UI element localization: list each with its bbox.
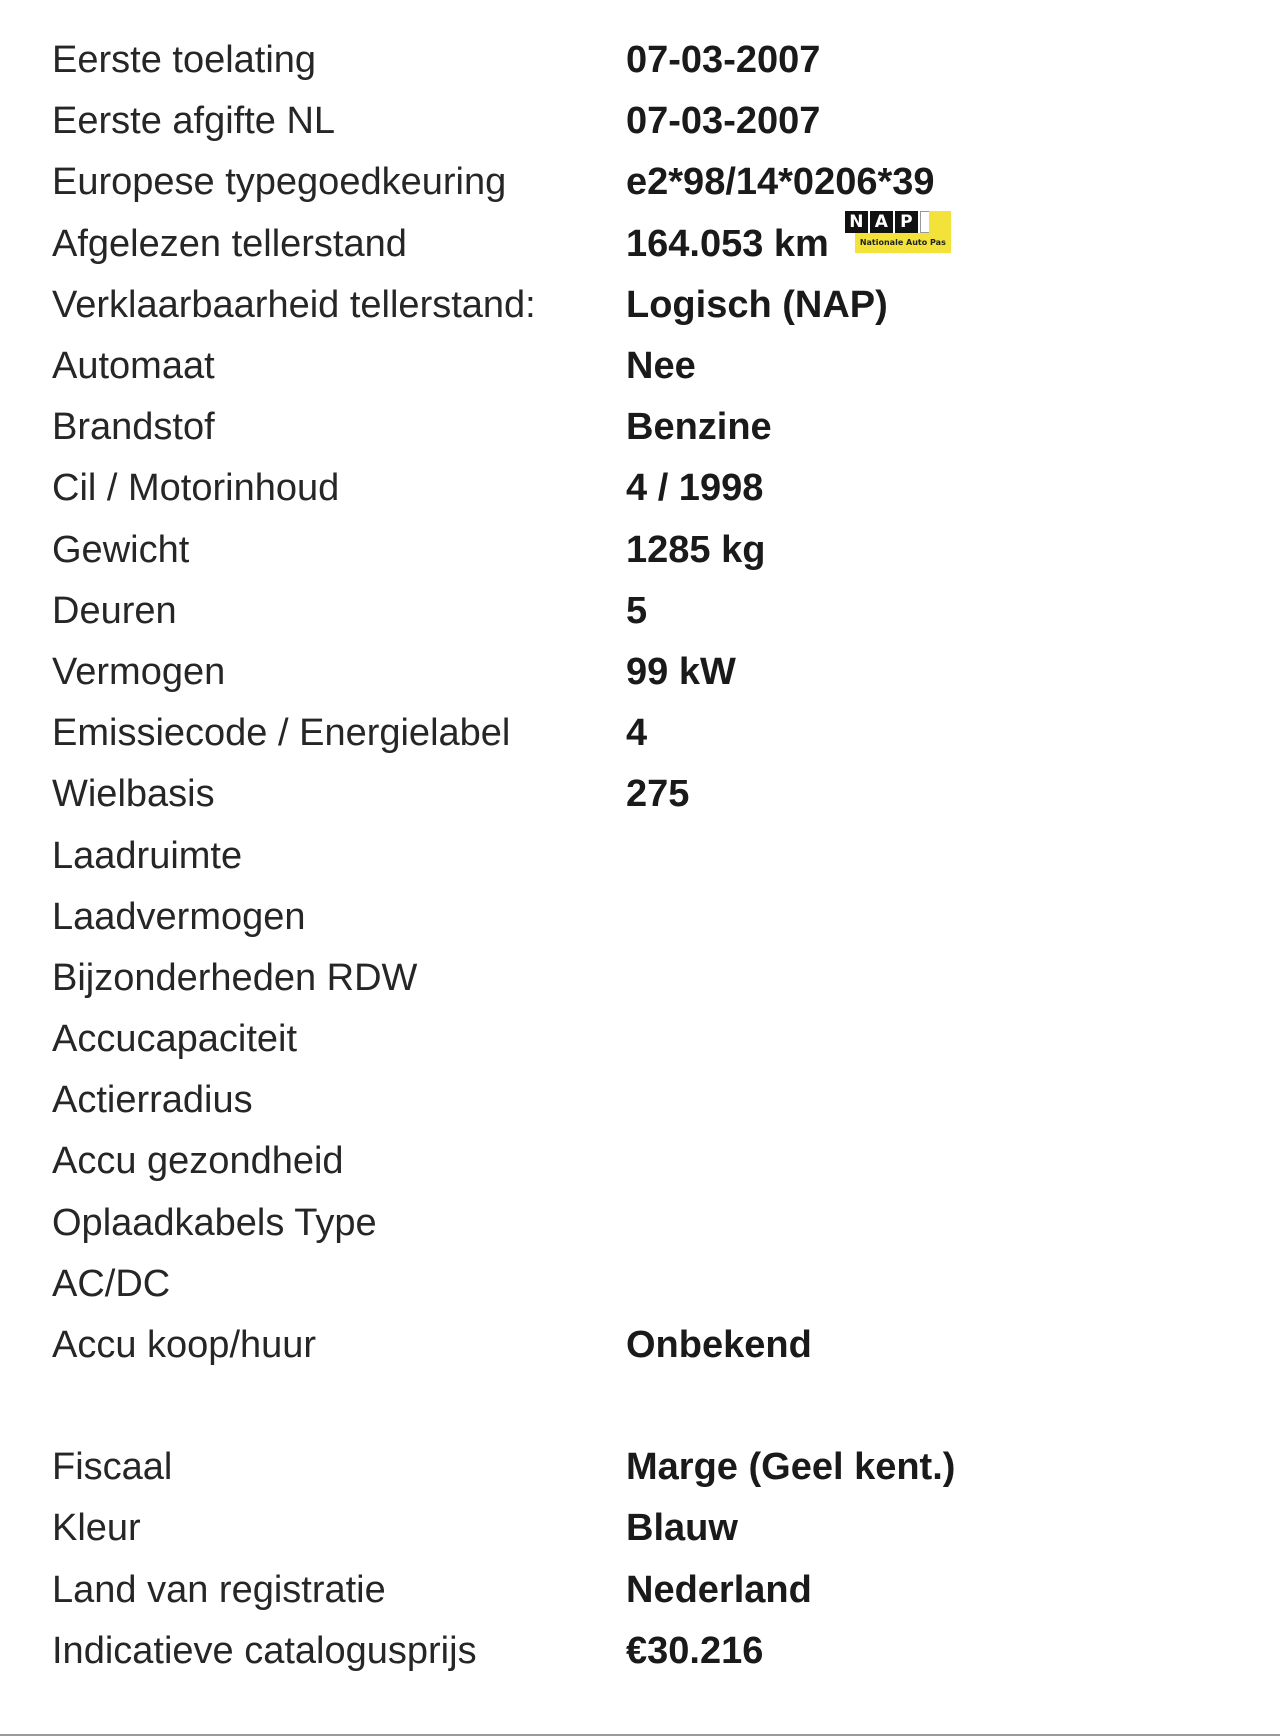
spec-label: Oplaadkabels Type [52,1201,377,1244]
spec-row-actierradius [52,1070,1202,1131]
spec-value: 4 [626,712,648,755]
spec-row-cil-motorinhoud [52,458,1202,519]
spec-label: Deuren [52,589,177,632]
spec-row-deuren [52,581,1202,642]
spec-value: Logisch (NAP) [626,283,888,326]
spec-row-catalogusprijs [52,1621,1202,1682]
spec-row-automaat [52,336,1202,397]
spec-label: Bijzonderheden RDW [52,956,418,999]
nap-letters [845,211,940,233]
spec-row-bijzonderheden-rdw [52,948,1202,1009]
spec-value: 07-03-2007 [626,39,821,82]
spec-row-eerste-afgifte-nl [52,91,1202,152]
spec-value: 275 [626,773,690,816]
odometer-value: 164.053 km [626,222,829,265]
spec-row-accucapaciteit [52,1009,1202,1070]
nap-yellow-block [929,211,951,233]
spec-label: Europese typegoedkeuring [52,161,507,204]
spec-row-brandstof [52,397,1202,458]
spec-label: Laadvermogen [52,895,306,938]
spec-row-verklaarbaarheid [52,275,1202,336]
spec-row-afgelezen-tellerstand [52,214,1202,275]
spec-row-accu-gezondheid [52,1131,1202,1192]
spec-value-odometer [626,212,953,266]
spec-label: Accucapaciteit [52,1018,298,1061]
nap-letter-p: P [895,211,918,233]
spec-label: Cil / Motorinhoud [52,467,340,510]
spec-label: Wielbasis [52,773,215,816]
spec-label: Gewicht [52,528,190,571]
spec-label: Laadruimte [52,834,243,877]
spec-label: Vermogen [52,650,226,693]
spec-row-ac-dc [52,1254,1202,1315]
spec-row-wielbasis [52,764,1202,825]
spec-row-europese-typegoedkeuring [52,152,1202,213]
spec-label: Accu gezondheid [52,1140,344,1183]
spec-label: Indicatieve catalogusprijs [52,1629,477,1672]
spec-value: €30.216 [626,1629,764,1672]
spec-value: Blauw [626,1507,738,1550]
spec-row-laadruimte [52,825,1202,886]
spec-label: Accu koop/huur [52,1324,317,1367]
spec-value: e2*98/14*0206*39 [626,161,935,204]
spec-value: 99 kW [626,650,736,693]
spec-row-accu-koop-huur [52,1315,1202,1376]
spec-label: Brandstof [52,406,215,449]
spec-value: Nederland [626,1568,812,1611]
spec-value: 07-03-2007 [626,100,821,143]
spec-value: Marge (Geel kent.) [626,1446,956,1489]
spec-label: Afgelezen tellerstand [52,222,407,265]
spec-label: Eerste toelating [52,39,317,82]
spec-row-fiscaal [52,1437,1202,1498]
spec-value: 4 / 1998 [626,467,764,510]
spec-label: Kleur [52,1507,141,1550]
nap-letter-n: N [845,211,868,233]
vehicle-spec-table [52,30,1202,1682]
nap-caption: Nationale Auto Pas [855,233,951,253]
spec-row-oplaadkabels-type [52,1193,1202,1254]
spec-value: Onbekend [626,1324,812,1367]
spec-row-vermogen [52,642,1202,703]
spec-row-eerste-toelating [52,30,1202,91]
spec-label: Actierradius [52,1079,253,1122]
spec-label: AC/DC [52,1262,171,1305]
spec-label: Eerste afgifte NL [52,100,336,143]
spec-value: 1285 kg [626,528,766,571]
spec-row-gewicht [52,520,1202,581]
spec-label: Verklaarbaarheid tellerstand: [52,283,536,326]
spec-row-laadvermogen [52,887,1202,948]
spec-row-land-van-registratie [52,1560,1202,1621]
spec-label: Land van registratie [52,1568,386,1611]
spec-label: Automaat [52,345,215,388]
spec-label: Fiscaal [52,1446,173,1489]
spec-label: Emissiecode / Energielabel [52,712,511,755]
spec-value: 5 [626,589,648,632]
nap-logo-icon [845,211,953,255]
spec-value: Nee [626,345,696,388]
nap-letter-a: A [870,211,893,233]
spec-row-emissiecode [52,703,1202,764]
spec-value: Benzine [626,406,772,449]
spec-row-kleur [52,1498,1202,1559]
